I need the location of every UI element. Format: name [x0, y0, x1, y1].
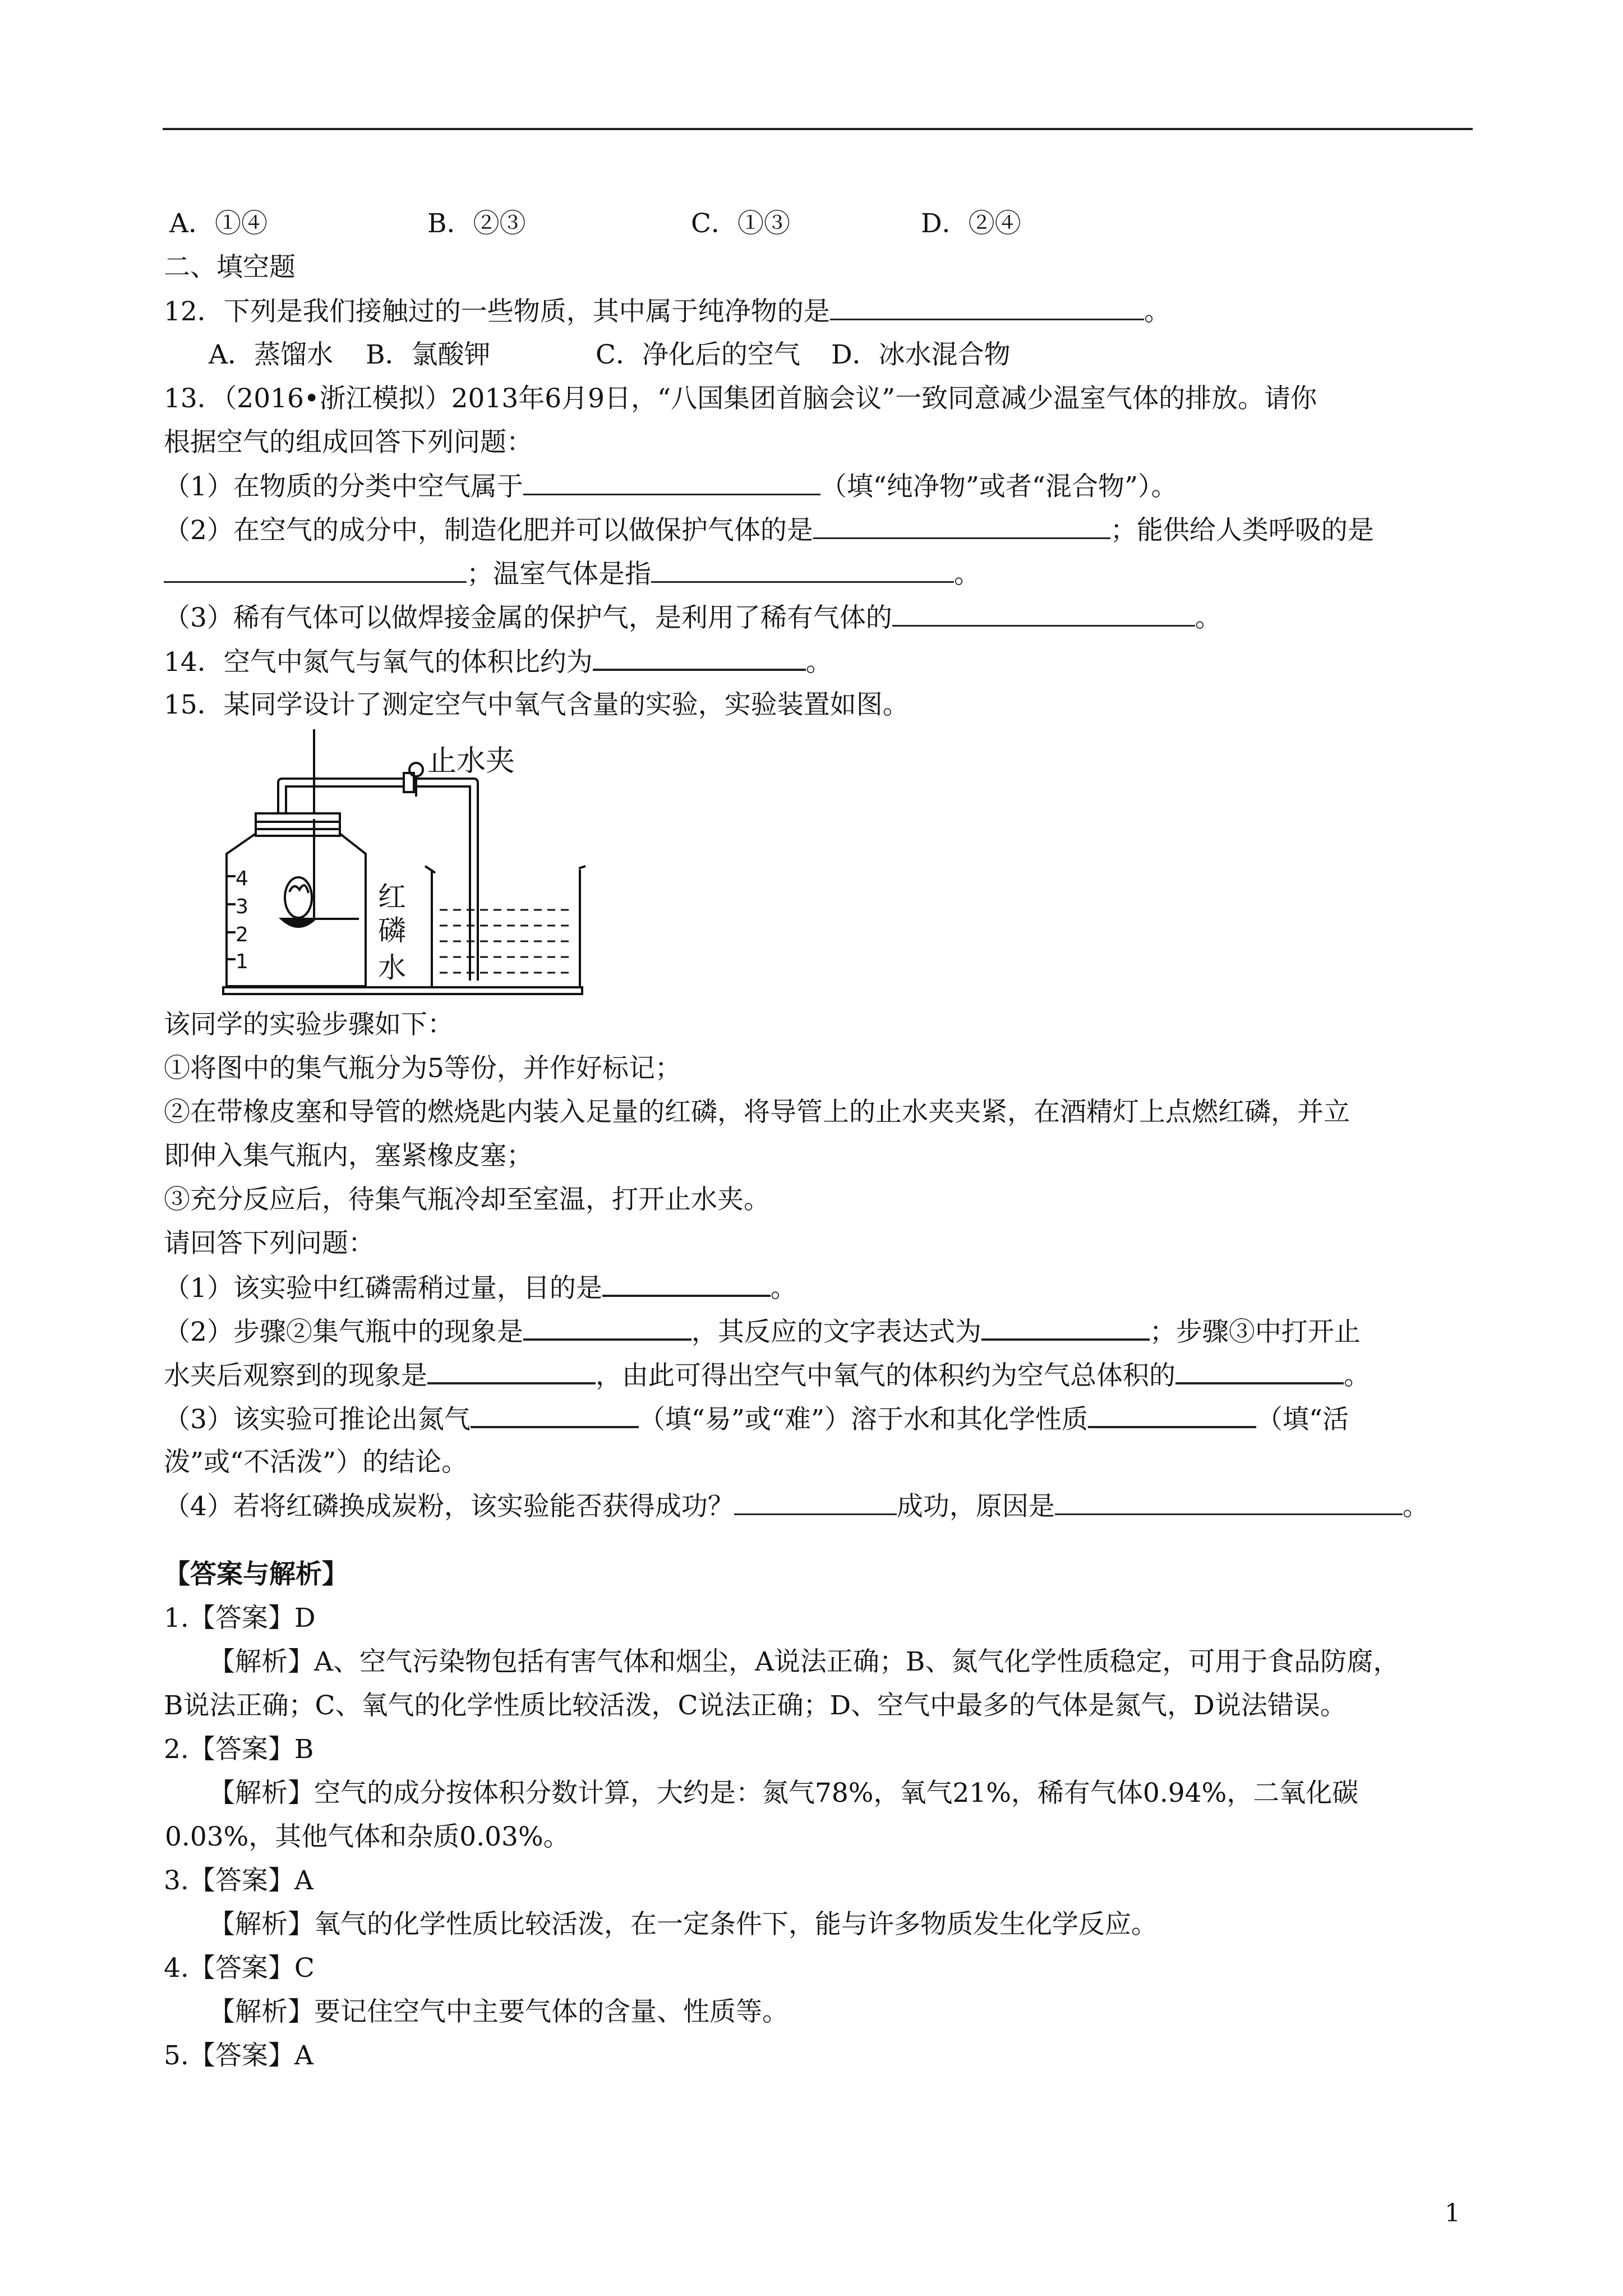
q12-option-b: B．氯酸钾 — [366, 339, 491, 370]
answer-5: 5.【答案】A — [164, 2040, 313, 2071]
answer-3: 3.【答案】A — [164, 1865, 313, 1896]
q15-step-2-cont: 即伸入集气瓶内，塞紧橡皮塞； — [164, 1140, 533, 1171]
explanation-1-cont: B说法正确；C、氧气的化学性质比较活泼，C说法正确；D、空气中最多的气体是氮气，D说法错误。 — [164, 1690, 1347, 1721]
q13-line-2: 根据空气的组成回答下列问题： — [164, 427, 533, 458]
q12-options — [164, 333, 1476, 377]
q13-part-1: （1）在物质的分类中空气属于 （填“纯净物”或者“混合物”）。 — [164, 464, 1476, 508]
q15-blank-4[interactable] — [427, 1353, 596, 1384]
q11-option-d: D．②④ — [921, 208, 1021, 239]
q15-stem: 15．某同学设计了测定空气中氧气含量的实验，实验装置如图。 — [164, 689, 909, 720]
q15-ask: 请回答下列问题： — [164, 1228, 375, 1259]
phosphorus-label-2: 磷 — [378, 914, 406, 947]
clamp-label: 止水夹 — [427, 744, 515, 778]
q15-blank-6[interactable] — [471, 1397, 639, 1428]
answer-1: 1.【答案】D — [164, 1603, 316, 1634]
q15-blank-2[interactable] — [523, 1309, 691, 1341]
q15-blank-8[interactable] — [734, 1484, 897, 1515]
q13-line-1: 13．（2016•浙江模拟）2013年6月9日，“八国集团首脑会议”一致同意减少温室气体的排放。请你 — [164, 383, 1317, 414]
q12-stem: 12．下列是我们接触过的一些物质，其中属于纯净物的是 。 — [164, 289, 1476, 333]
q15-answer-2-cont: 水夹后观察到的现象是 ，由此可得出空气中氧气的体积约为空气总体积的 。 — [164, 1353, 1476, 1397]
q11-option-a: A．①④ — [169, 208, 268, 239]
q13-blank-2[interactable] — [813, 508, 1110, 539]
q15-answer-3-cont: 泼”或“不活泼”）的结论。 — [164, 1447, 468, 1478]
document-body — [164, 202, 1476, 2078]
q14-blank[interactable] — [593, 639, 806, 671]
header-rule — [163, 128, 1473, 130]
q13-blank-3[interactable] — [164, 552, 467, 583]
rubber-stopper — [256, 813, 340, 836]
base-plate — [223, 987, 582, 994]
q15-blank-3[interactable] — [981, 1309, 1150, 1341]
delivery-tube — [278, 779, 478, 981]
combustion-spoon — [282, 919, 315, 927]
q12-option-c: C．净化后的空气 — [596, 339, 800, 370]
phosphorus-label-1: 红 — [378, 881, 406, 913]
q15-steps-intro: 该同学的实验步骤如下： — [164, 1009, 454, 1040]
q13-blank-5[interactable] — [892, 596, 1195, 627]
experiment-figure — [164, 727, 1476, 1003]
explanation-1: 【解析】A、空气污染物包括有害气体和烟尘，A说法正确；B、氮气化学性质稳定，可用于食品防腐， — [209, 1646, 1400, 1677]
jar-mark-3: 3 — [236, 895, 248, 918]
phosphorus-flame — [285, 877, 312, 918]
q15-answer-3: （3）该实验可推论出氮气 （填“易”或“难”）溶于水和其化学性质 （填“活 — [164, 1397, 1476, 1441]
q15-blank-1[interactable] — [602, 1266, 771, 1297]
q12-option-a: A．蒸馏水 — [209, 339, 333, 370]
jar-mark-4: 4 — [236, 867, 248, 890]
page-number: 1 — [1445, 2199, 1460, 2228]
q15-blank-5[interactable] — [1175, 1353, 1344, 1384]
q11-option-c: C．①③ — [691, 208, 790, 239]
jar-mark-2: 2 — [236, 923, 248, 946]
q11-option-b: B．②③ — [427, 208, 526, 239]
jar-mark-1: 1 — [236, 950, 248, 973]
explanation-2: 【解析】空气的成分按体积分数计算，大约是：氮气78%，氧气21%，稀有气体0.94%，二氧化碳 — [209, 1778, 1359, 1809]
answers-title: 【答案与解析】 — [164, 1559, 348, 1590]
q15-answer-2: （2）步骤②集气瓶中的现象是 ，其反应的文字表达式为 ；步骤③中打开止 — [164, 1309, 1476, 1353]
q12-option-d: D．冰水混合物 — [831, 339, 1011, 370]
q15-answer-4: （4）若将红磷换成炭粉，该实验能否获得成功？ 成功，原因是 。 — [164, 1484, 1476, 1528]
q15-blank-7[interactable] — [1088, 1397, 1256, 1428]
q13-part-2: （2）在空气的成分中，制造化肥并可以做保护气体的是 ；能供给人类呼吸的是 — [164, 508, 1476, 552]
q13-part-2-cont: ；温室气体是指 。 — [164, 552, 1476, 596]
q11-options — [164, 202, 1476, 246]
q13-blank-4[interactable] — [651, 552, 954, 583]
apparatus-diagram — [220, 729, 725, 1001]
answer-4: 4.【答案】C — [164, 1953, 315, 1984]
q15-step-2: ②在带橡皮塞和导管的燃烧匙内装入足量的红磷，将导管上的止水夹夹紧，在酒精灯上点燃红磷，并立 — [164, 1097, 1350, 1128]
section-title: 二、填空题 — [164, 252, 296, 283]
water-label: 水 — [378, 951, 406, 984]
explanation-2-cont: 0.03%，其他气体和杂质0.03%。 — [165, 1821, 570, 1852]
explanation-4: 【解析】要记住空气中主要气体的含量、性质等。 — [209, 1996, 789, 2027]
q15-answer-1: （1）该实验中红磷需稍过量，目的是 。 — [164, 1266, 1476, 1309]
explanation-3: 【解析】氧气的化学性质比较活泼，在一定条件下，能与许多物质发生化学反应。 — [209, 1909, 1158, 1940]
q15-blank-9[interactable] — [1055, 1484, 1403, 1515]
answer-2: 2.【答案】B — [164, 1734, 314, 1765]
q14-stem: 14．空气中氮气与氧气的体积比约为 。 — [164, 639, 1476, 683]
q13-blank-1[interactable] — [523, 464, 820, 495]
beaker-water — [440, 910, 574, 973]
q12-blank[interactable] — [830, 289, 1144, 320]
q15-step-1: ①将图中的集气瓶分为5等份，并作好标记； — [164, 1053, 681, 1084]
q13-part-3: （3）稀有气体可以做焊接金属的保护气，是利用了稀有气体的 。 — [164, 596, 1476, 639]
q15-step-3: ③充分反应后，待集气瓶冷却至室温，打开止水夹。 — [164, 1184, 770, 1215]
